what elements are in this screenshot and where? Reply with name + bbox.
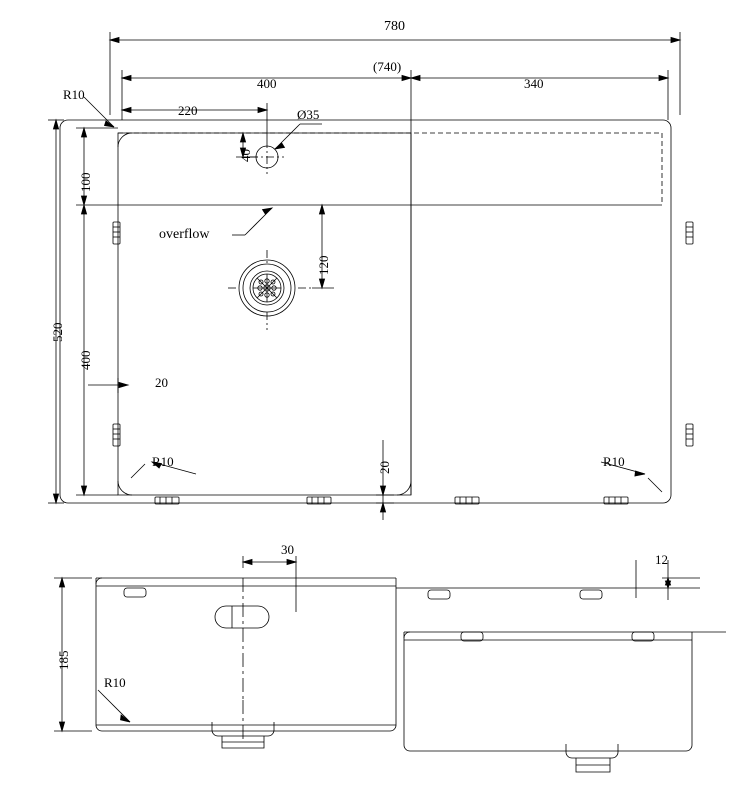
top-view-outer-rim [60, 120, 671, 503]
leader-overflow [232, 208, 272, 235]
dim-label-40: 40 [238, 149, 253, 162]
label-r10-bottomright: R10 [603, 454, 625, 469]
label-r10-bottomleft: R10 [152, 454, 174, 469]
dim-label-780: 780 [384, 19, 405, 34]
dim-120 [312, 205, 334, 288]
drain-strainer [228, 250, 312, 330]
label-r10-frontview: R10 [104, 675, 126, 690]
dim-label-120: 120 [316, 255, 331, 275]
side-view [404, 632, 726, 772]
dim-label-100: 100 [78, 172, 93, 192]
dim-label-740: (740) [373, 59, 402, 74]
dim-label-220: 220 [178, 103, 198, 118]
dim-label-400-vertical: 400 [78, 350, 93, 370]
top-view-corner-radii [118, 133, 411, 495]
dim-label-185: 185 [56, 650, 71, 670]
dim-20-left [88, 378, 128, 393]
dim-740 [122, 70, 668, 133]
dim-label-20-left: 20 [155, 375, 168, 390]
dim-label-20-bottom: 20 [377, 461, 392, 474]
dim-520 [48, 120, 64, 503]
dim-100 [76, 128, 118, 205]
leader-dia35 [275, 124, 322, 149]
dim-20-bottom [376, 440, 394, 520]
dim-label-400-horizontal: 400 [257, 76, 277, 91]
front-view [54, 556, 700, 748]
label-r10-topleft: R10 [63, 87, 85, 102]
dim-label-dia35: Ø35 [297, 107, 320, 122]
dim-label-340: 340 [524, 76, 544, 91]
dim-label-520: 520 [50, 322, 65, 342]
dim-label-30: 30 [281, 542, 294, 557]
top-view-bowl-outline [118, 133, 662, 495]
label-overflow: overflow [159, 227, 210, 242]
dim-label-12: 12 [655, 552, 668, 567]
leader-r10-topleft [84, 97, 114, 127]
